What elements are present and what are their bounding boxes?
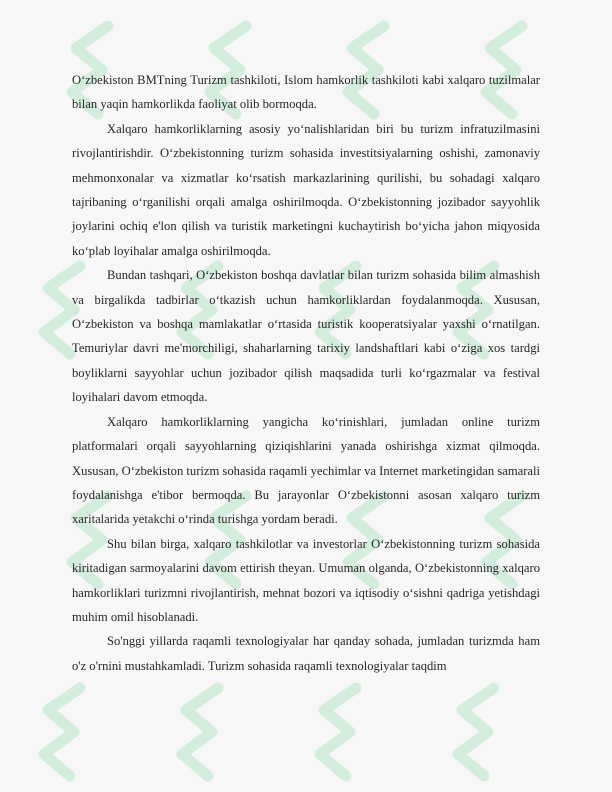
- paragraph-4: Xalqaro hamkorliklarning yangicha ko‘rinishlari, jumladan online turizm platformalari orqali sayyohlarning qiziqishlarini yanada oshirishga xizmat qilmoqda. Xususan, O‘zbekiston turizm sohasida raqamli yechimlar va Internet marketingidan samarali foydalanishga e'tibor bermoqda. Bu jarayonlar O‘zbekistonni asosan xalqaro turizm xaritalarida yetakchi o‘rinda turishga yordam beradi.: [72, 414, 540, 527]
- watermark-logo-icon: [306, 680, 366, 790]
- paragraph-6: So'nggi yillarda raqamli texnologiyalar har qanday sohada, jumladan turizmda ham o'z o'rnini mustahkamladi. Turizm sohasida raqamli texnologiyalar taqdim: [72, 634, 540, 673]
- watermark-logo-icon: [168, 680, 228, 790]
- paragraph-2: Xalqaro hamkorliklarning asosiy yo‘nalishlaridan biri bu turizm infratuzilmasini rivojlantirishdir. O‘zbekistonning turizm sohasida investitsiyalarning oshishi, zamonaviy mehmonxonalar va xizmatlar ko‘rsatish markazlarining qurilishi, bu sohadagi xalqaro tajribaning o‘rganilishi orqali amalga oshirilmoqda. O‘zbekistonning jozibador sayyohlik joylarini ochiq e'lon qilish va turistik marketingni kuchaytirish bo‘yicha jahon miqyosida ko‘plab loyihalar amalga oshirilmoqda.: [72, 121, 540, 258]
- document-body: [72, 68, 540, 678]
- paragraph-1: O‘zbekiston BMTning Turizm tashkiloti, Islom hamkorlik tashkiloti kabi xalqaro tuzilmalar bilan yaqin hamkorlikda faoliyat olib bormoqda.: [72, 73, 540, 112]
- paragraph-5: Shu bilan birga, xalqaro tashkilotlar va investorlar O‘zbekistonning turizm sohasida kiritadigan sarmoyalarini davom ettirish theyan. Umuman olganda, O‘zbekistonning xalqaro hamkorliklari turizmni rivojlantirish, mehnat bozori va iqtisodiy o‘sishni qadriga yetishdagi muhim omil hisoblanadi.: [72, 536, 540, 624]
- paragraph-3: Bundan tashqari, O‘zbekiston boshqa davlatlar bilan turizm sohasida bilim almashish va birgalikda tadbirlar o‘tkazish uchun hamkorliklardan foydalanmoqda. Xususan, O‘zbekiston va boshqa mamlakatlar o‘rtasida turistik kooperatsiyalar yaxshi o‘rnatilgan. Temuriylar davri me'morchiligi, shaharlarning tarixiy landshaftlari kabi o‘ziga xos tardgi boyliklarni sayyohlar uchun jozibador qilish maqsadida turli ko‘rgazmalar va festival loyihalari davom etmoqda.: [72, 268, 540, 405]
- watermark-logo-icon: [444, 680, 504, 790]
- watermark-logo-icon: [30, 680, 90, 790]
